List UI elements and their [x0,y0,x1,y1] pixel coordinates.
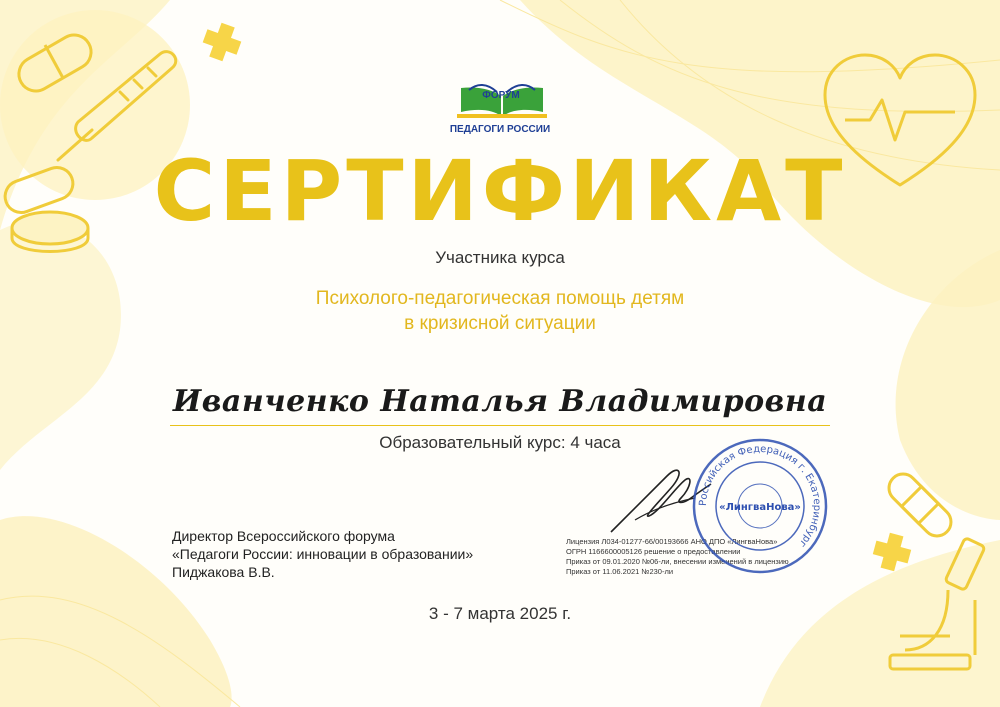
course-dates: 3 - 7 марта 2025 г. [428,604,572,623]
stamp-center-text: «ЛингваНова» [719,502,801,513]
medical-cross-icon [199,19,245,65]
director-line-1: Директор Всероссийского форума [172,528,395,544]
certificate-title: СЕРТИФИКАТ [153,142,847,240]
recipient-name: Иванченко Наталья Владимировна [172,384,828,419]
logo-subtitle: ПЕДАГОГИ РОССИИ [449,124,551,135]
official-stamp [690,436,830,576]
course-title-line-2: в кризисной ситуации [404,313,596,334]
director-block [172,527,473,581]
license-line-1: Лицензия Л034-01277-66/00193666 АНО ДПО «ЛингваНова» [566,537,778,546]
license-line-4: Приказ от 11.06.2021 №230-ли [566,567,674,576]
course-hours: Образовательный курс: 4 часа [379,433,621,452]
certificate-subtitle: Участника курса [435,248,565,267]
name-underline [170,425,830,426]
director-line-2: «Педагоги России: инновации в образовании» [172,546,474,562]
logo-title: ФОРУМ [482,90,520,101]
course-title-line-1: Психолого-педагогическая помощь детям [315,288,685,309]
director-line-3: Пиджакова В.В. [172,564,275,580]
license-line-3: Приказ от 09.01.2020 №06-ли, внесении изменений в лицензию [566,557,789,566]
stamp-outer-text: Российская Федерация г. Екатеринбург [697,443,823,550]
license-line-2: ОГРН 1166600005126 решение о предоставлении [566,547,741,556]
